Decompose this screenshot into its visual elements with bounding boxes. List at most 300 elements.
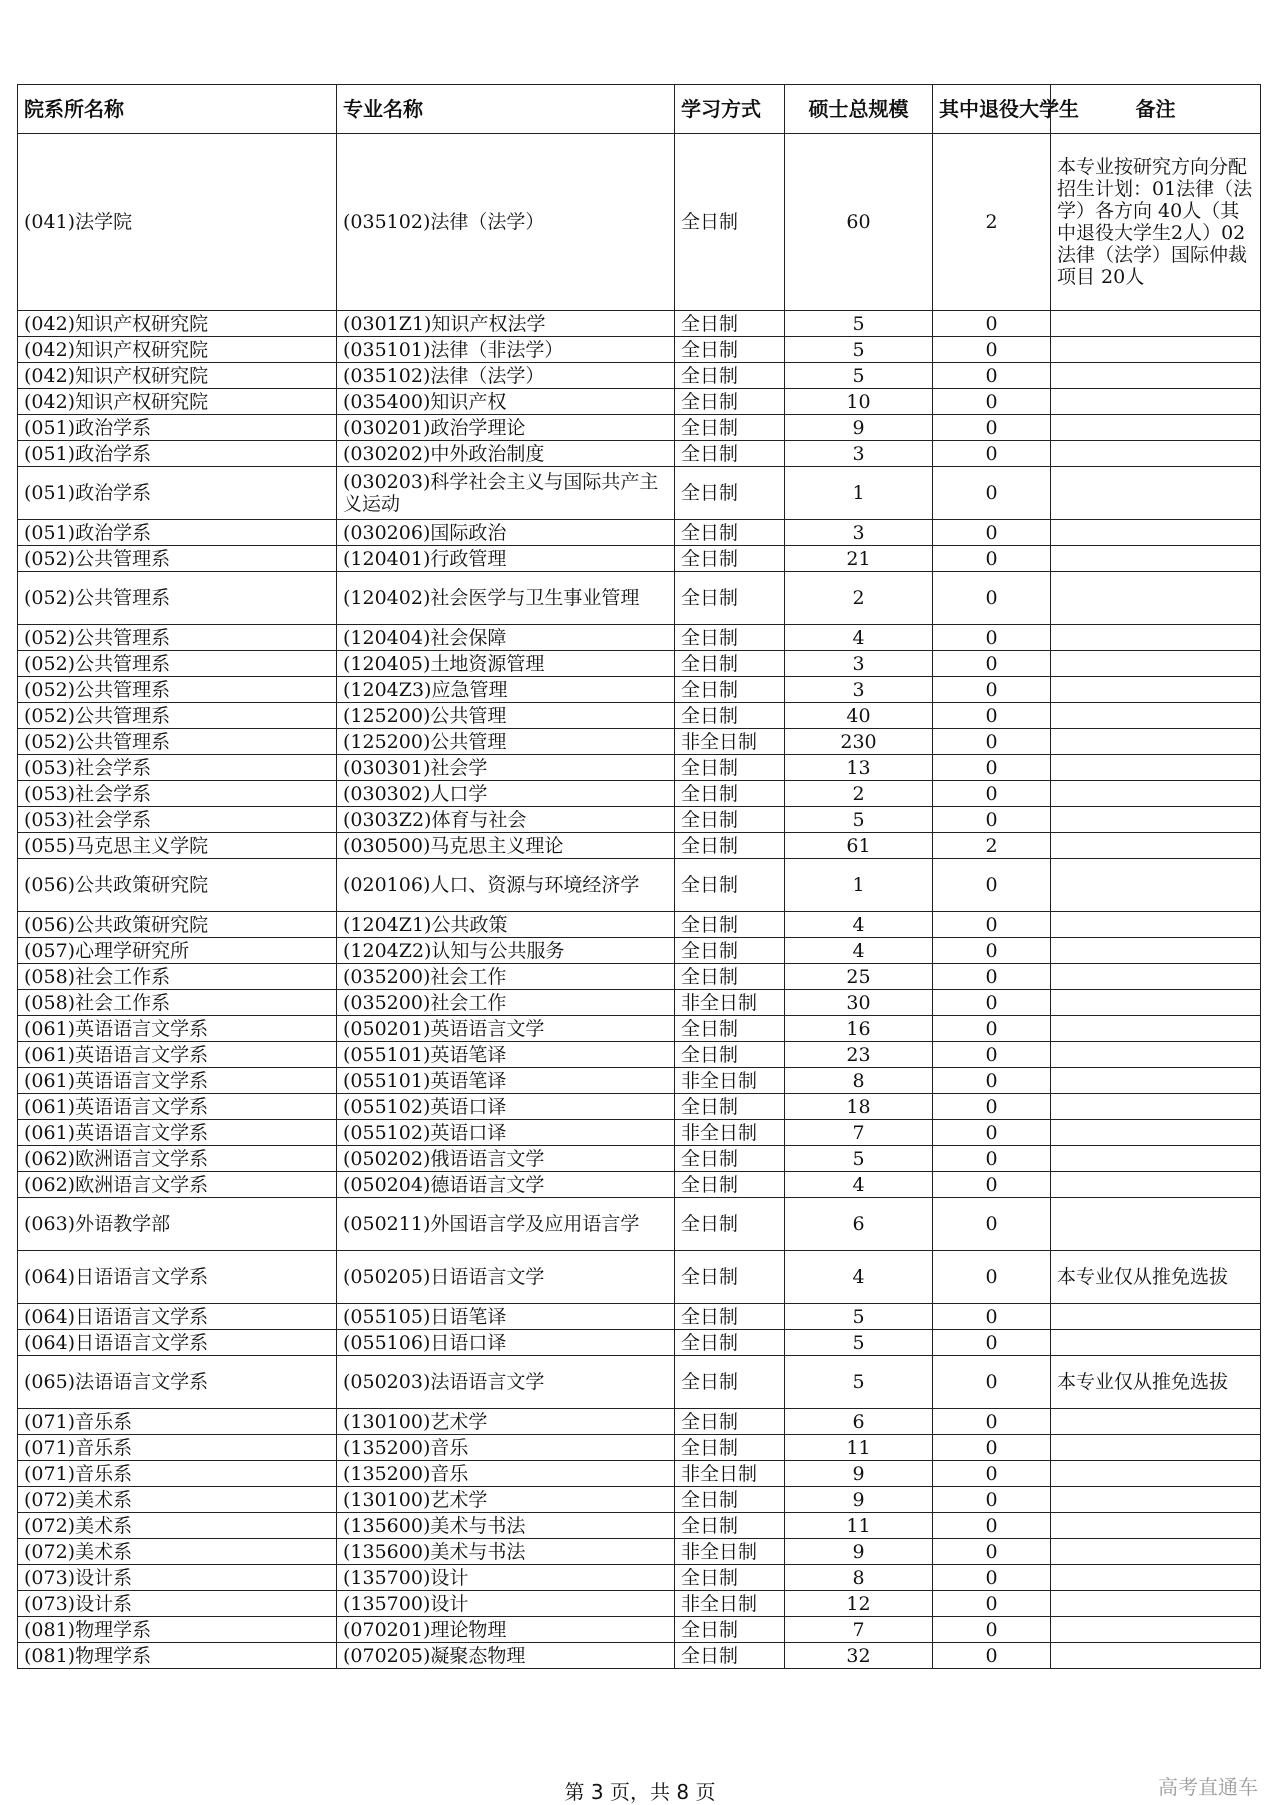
veterans-cell (933, 938, 1051, 964)
total-cell (785, 1198, 933, 1251)
table-row (18, 1120, 1261, 1146)
veterans-cell (933, 1251, 1051, 1304)
total-cell-text: 9 (852, 416, 865, 439)
major-cell (337, 389, 675, 415)
table-row (18, 1068, 1261, 1094)
study-mode-cell (675, 311, 785, 337)
notes-cell (1051, 912, 1261, 938)
study-mode-cell-text: 全日制 (681, 1173, 739, 1196)
veterans-cell-text: 0 (985, 1213, 998, 1235)
veterans-cell (933, 1172, 1051, 1198)
total-cell-text: 5 (852, 1305, 865, 1328)
major-cell-text: (050211)外国语言学及应用语言学 (343, 1213, 640, 1235)
study-mode-cell (675, 1513, 785, 1539)
study-mode-cell-text: 全日制 (681, 1618, 739, 1641)
major-cell-text: (125200)公共管理 (343, 730, 507, 753)
total-cell-text: 11 (846, 1514, 871, 1537)
study-mode-cell (675, 1435, 785, 1461)
department-cell (18, 1461, 337, 1487)
total-cell-text: 4 (852, 1266, 865, 1288)
total-cell-text: 5 (852, 808, 865, 831)
notes-cell (1051, 938, 1261, 964)
major-cell-text: (135700)设计 (343, 1592, 469, 1615)
major-cell (337, 1251, 675, 1304)
major-cell-text: (055106)日语口译 (343, 1331, 507, 1354)
total-cell-text: 18 (846, 1095, 871, 1118)
total-cell (785, 1042, 933, 1068)
study-mode-cell-text: 全日制 (681, 1095, 739, 1118)
major-cell-text: (070205)凝聚态物理 (343, 1644, 526, 1667)
major-cell-text: (035102)法律（法学） (343, 211, 545, 233)
department-cell (18, 572, 337, 625)
department-cell (18, 311, 337, 337)
department-cell (18, 1487, 337, 1513)
study-mode-cell (675, 134, 785, 311)
veterans-cell-text: 0 (985, 1436, 998, 1459)
department-cell-text: (053)社会学系 (24, 756, 152, 779)
total-cell (785, 1643, 933, 1669)
veterans-cell (933, 625, 1051, 651)
study-mode-cell-text: 全日制 (681, 1213, 739, 1235)
notes-cell (1051, 807, 1261, 833)
major-cell (337, 1120, 675, 1146)
veterans-cell (933, 134, 1051, 311)
total-cell-text: 9 (852, 1488, 865, 1511)
department-cell (18, 807, 337, 833)
study-mode-cell (675, 1016, 785, 1042)
veterans-cell-text: 0 (985, 1017, 998, 1040)
study-mode-cell-text: 非全日制 (681, 1540, 758, 1563)
study-mode-cell-text: 全日制 (681, 1514, 739, 1537)
department-cell (18, 363, 337, 389)
table-row (18, 703, 1261, 729)
veterans-cell-text: 0 (985, 939, 998, 962)
notes-cell (1051, 441, 1261, 467)
veterans-cell (933, 651, 1051, 677)
veterans-cell (933, 572, 1051, 625)
veterans-cell-text: 0 (985, 521, 998, 544)
total-cell (785, 677, 933, 703)
major-cell (337, 625, 675, 651)
total-cell (785, 1146, 933, 1172)
total-cell (785, 1461, 933, 1487)
total-cell-text: 6 (852, 1213, 865, 1235)
table-row (18, 363, 1261, 389)
table-row (18, 1251, 1261, 1304)
major-cell-text: (120402)社会医学与卫生事业管理 (343, 587, 640, 609)
table-row (18, 1094, 1261, 1120)
total-cell-text: 6 (852, 1410, 865, 1433)
notes-cell (1051, 625, 1261, 651)
table-row (18, 1356, 1261, 1409)
veterans-cell (933, 859, 1051, 912)
department-cell-text: (061)英语语言文学系 (24, 1095, 209, 1118)
notes-cell (1051, 1016, 1261, 1042)
table-row (18, 1172, 1261, 1198)
total-cell-text: 21 (846, 547, 871, 570)
study-mode-cell-text: 全日制 (681, 547, 739, 570)
veterans-cell-text: 0 (985, 1566, 998, 1589)
total-cell (785, 755, 933, 781)
major-cell (337, 1487, 675, 1513)
department-cell-text: (052)公共管理系 (24, 547, 171, 570)
study-mode-cell (675, 337, 785, 363)
veterans-cell-text: 0 (985, 1095, 998, 1118)
major-cell-text: (050202)俄语语言文学 (343, 1147, 545, 1170)
department-cell-text: (051)政治学系 (24, 521, 152, 544)
study-mode-cell-text: 全日制 (681, 312, 739, 335)
department-cell-text: (072)美术系 (24, 1540, 133, 1563)
total-cell-text: 7 (852, 1121, 865, 1144)
table-row (18, 912, 1261, 938)
footer-prefix: 第 (564, 1780, 591, 1804)
total-cell (785, 990, 933, 1016)
total-cell-text: 10 (846, 390, 871, 413)
veterans-cell (933, 1330, 1051, 1356)
total-cell (785, 781, 933, 807)
study-mode-cell (675, 572, 785, 625)
study-mode-cell (675, 1356, 785, 1409)
table-row (18, 572, 1261, 625)
total-cell (785, 625, 933, 651)
table-row (18, 651, 1261, 677)
department-cell (18, 938, 337, 964)
study-mode-cell (675, 729, 785, 755)
notes-cell (1051, 415, 1261, 441)
veterans-cell-text: 0 (985, 1410, 998, 1433)
major-cell-text: (035102)法律（法学） (343, 364, 545, 387)
table-row (18, 1016, 1261, 1042)
table-row (18, 781, 1261, 807)
study-mode-cell-text: 全日制 (681, 338, 739, 361)
veterans-cell (933, 389, 1051, 415)
department-cell-text: (042)知识产权研究院 (24, 312, 209, 335)
total-cell (785, 1591, 933, 1617)
major-cell (337, 990, 675, 1016)
veterans-cell (933, 1617, 1051, 1643)
footer-suffix: 页 (689, 1780, 716, 1804)
study-mode-cell (675, 1330, 785, 1356)
veterans-cell-text: 0 (985, 1121, 998, 1144)
department-cell (18, 1172, 337, 1198)
major-cell-text: (120401)行政管理 (343, 547, 507, 570)
total-cell (785, 651, 933, 677)
veterans-cell (933, 363, 1051, 389)
header-veterans (933, 85, 1079, 134)
total-cell-text: 3 (852, 678, 865, 701)
notes-cell (1051, 729, 1261, 755)
veterans-cell-text: 0 (985, 312, 998, 335)
total-cell-text: 61 (846, 834, 871, 857)
major-cell (337, 651, 675, 677)
veterans-cell-text: 0 (985, 338, 998, 361)
major-cell-text: (1204Z3)应急管理 (343, 678, 508, 701)
header-notes: 备注 (1051, 85, 1261, 134)
total-cell (785, 1094, 933, 1120)
total-cell-text: 4 (852, 626, 865, 649)
department-cell (18, 625, 337, 651)
study-mode-cell (675, 389, 785, 415)
major-cell-text: (0301Z1)知识产权法学 (343, 312, 546, 335)
study-mode-cell (675, 625, 785, 651)
notes-cell (1051, 337, 1261, 363)
total-cell (785, 964, 933, 990)
total-cell (785, 807, 933, 833)
veterans-cell-text: 0 (985, 652, 998, 675)
table-row (18, 546, 1261, 572)
notes-cell (1051, 677, 1261, 703)
notes-cell (1051, 833, 1261, 859)
department-cell-text: (052)公共管理系 (24, 587, 171, 609)
department-cell-text: (073)设计系 (24, 1592, 133, 1615)
table-row (18, 625, 1261, 651)
department-cell (18, 1146, 337, 1172)
department-cell-text: (071)音乐系 (24, 1436, 133, 1459)
department-cell (18, 781, 337, 807)
study-mode-cell (675, 1120, 785, 1146)
department-cell-text: (051)政治学系 (24, 442, 152, 465)
total-cell-text: 4 (852, 939, 865, 962)
major-cell (337, 859, 675, 912)
veterans-cell-text: 0 (985, 678, 998, 701)
study-mode-cell-text: 全日制 (681, 678, 739, 701)
veterans-cell (933, 703, 1051, 729)
notes-cell (1051, 964, 1261, 990)
department-cell (18, 1591, 337, 1617)
major-cell-text: (0303Z2)体育与社会 (343, 808, 527, 831)
study-mode-cell-text: 非全日制 (681, 1121, 758, 1144)
total-cell-text: 1 (852, 874, 865, 896)
total-cell (785, 703, 933, 729)
study-mode-cell-text: 全日制 (681, 211, 739, 233)
major-cell-text: (135200)音乐 (343, 1462, 469, 1485)
major-cell (337, 912, 675, 938)
department-cell-text: (061)英语语言文学系 (24, 1017, 209, 1040)
table-row (18, 1304, 1261, 1330)
veterans-cell-text: 0 (985, 1592, 998, 1615)
veterans-cell-text: 0 (985, 704, 998, 727)
total-cell (785, 546, 933, 572)
total-cell-text: 30 (846, 991, 871, 1014)
study-mode-cell (675, 1304, 785, 1330)
table-row (18, 134, 1261, 311)
veterans-cell (933, 677, 1051, 703)
page-footer (0, 1776, 1280, 1805)
department-cell (18, 755, 337, 781)
study-mode-cell-text: 非全日制 (681, 1069, 758, 1092)
study-mode-cell-text: 全日制 (681, 965, 739, 988)
veterans-cell (933, 781, 1051, 807)
veterans-cell-text: 0 (985, 1266, 998, 1288)
major-cell (337, 781, 675, 807)
department-cell (18, 337, 337, 363)
total-cell-text: 2 (852, 782, 865, 805)
veterans-cell (933, 1435, 1051, 1461)
total-cell (785, 912, 933, 938)
veterans-cell-text: 0 (985, 1147, 998, 1170)
department-cell-text: (063)外语教学部 (24, 1213, 171, 1235)
table-row (18, 1565, 1261, 1591)
veterans-cell-text: 0 (985, 1462, 998, 1485)
total-cell-text: 40 (846, 704, 871, 727)
major-cell (337, 833, 675, 859)
total-cell-text: 16 (846, 1017, 871, 1040)
total-cell (785, 1409, 933, 1435)
total-cell-text: 3 (852, 521, 865, 544)
notes-cell-text: 本专业仅从推免选拔 (1057, 1371, 1229, 1393)
notes-cell (1051, 1461, 1261, 1487)
department-cell (18, 1304, 337, 1330)
veterans-cell-text: 0 (985, 965, 998, 988)
major-cell (337, 1068, 675, 1094)
table-row (18, 1539, 1261, 1565)
table-row (18, 441, 1261, 467)
major-cell-text: (135200)音乐 (343, 1436, 469, 1459)
notes-cell (1051, 134, 1261, 311)
total-cell-text: 4 (852, 1173, 865, 1196)
header-total: 硕士总规模 (785, 85, 933, 134)
veterans-cell (933, 1304, 1051, 1330)
study-mode-cell-text: 全日制 (681, 874, 739, 896)
department-cell (18, 1330, 337, 1356)
study-mode-cell (675, 1409, 785, 1435)
total-cell-text: 9 (852, 1540, 865, 1563)
total-cell-text: 5 (852, 364, 865, 387)
study-mode-cell-text: 全日制 (681, 939, 739, 962)
major-cell (337, 134, 675, 311)
study-mode-cell-text: 全日制 (681, 416, 739, 439)
table-row (18, 311, 1261, 337)
veterans-cell-text: 0 (985, 991, 998, 1014)
department-cell (18, 1094, 337, 1120)
notes-cell (1051, 990, 1261, 1016)
department-cell-text: (057)心理学研究所 (24, 939, 190, 962)
total-cell (785, 1304, 933, 1330)
study-mode-cell (675, 1068, 785, 1094)
footer-total-pages: 8 (676, 1780, 690, 1804)
total-cell (785, 572, 933, 625)
total-cell-text: 7 (852, 1618, 865, 1641)
department-cell-text: (064)日语语言文学系 (24, 1305, 209, 1328)
veterans-cell (933, 311, 1051, 337)
veterans-cell-text: 0 (985, 913, 998, 936)
department-cell-text: (058)社会工作系 (24, 991, 171, 1014)
department-cell (18, 1643, 337, 1669)
table-row (18, 1146, 1261, 1172)
table-row (18, 938, 1261, 964)
total-cell (785, 859, 933, 912)
study-mode-cell (675, 651, 785, 677)
study-mode-cell-text: 全日制 (681, 756, 739, 779)
total-cell (785, 134, 933, 311)
veterans-cell (933, 415, 1051, 441)
department-cell (18, 990, 337, 1016)
notes-cell (1051, 389, 1261, 415)
total-cell-text: 5 (852, 1331, 865, 1354)
veterans-cell-text: 0 (985, 1043, 998, 1066)
table-row (18, 729, 1261, 755)
department-cell-text: (052)公共管理系 (24, 730, 171, 753)
enrollment-table (17, 84, 1261, 1669)
department-cell-text: (052)公共管理系 (24, 626, 171, 649)
study-mode-cell-text: 全日制 (681, 1436, 739, 1459)
major-cell (337, 1513, 675, 1539)
study-mode-cell-text: 非全日制 (681, 991, 758, 1014)
study-mode-cell (675, 1146, 785, 1172)
study-mode-cell-text: 全日制 (681, 364, 739, 387)
total-cell (785, 363, 933, 389)
total-cell (785, 337, 933, 363)
department-cell-text: (061)英语语言文学系 (24, 1121, 209, 1144)
total-cell (785, 1356, 933, 1409)
department-cell (18, 1068, 337, 1094)
study-mode-cell-text: 全日制 (681, 482, 739, 504)
major-cell-text: (050203)法语语言文学 (343, 1371, 545, 1393)
study-mode-cell-text: 全日制 (681, 1644, 739, 1667)
major-cell-text: (030301)社会学 (343, 756, 488, 779)
major-cell-text: (135600)美术与书法 (343, 1540, 526, 1563)
major-cell (337, 1172, 675, 1198)
total-cell (785, 389, 933, 415)
major-cell (337, 1435, 675, 1461)
department-cell (18, 1435, 337, 1461)
major-cell-text: (055102)英语口译 (343, 1095, 507, 1118)
study-mode-cell-text: 非全日制 (681, 730, 758, 753)
total-cell-text: 5 (852, 312, 865, 335)
footer-page-number: 3 (590, 1780, 604, 1804)
notes-cell (1051, 1591, 1261, 1617)
total-cell (785, 938, 933, 964)
major-cell (337, 415, 675, 441)
notes-cell (1051, 1251, 1261, 1304)
major-cell-text: (130100)艺术学 (343, 1488, 488, 1511)
study-mode-cell-text: 全日制 (681, 390, 739, 413)
notes-cell (1051, 1617, 1261, 1643)
notes-cell (1051, 1643, 1261, 1669)
table-row (18, 990, 1261, 1016)
department-cell (18, 964, 337, 990)
major-cell (337, 1330, 675, 1356)
veterans-cell-text: 0 (985, 1644, 998, 1667)
major-cell (337, 807, 675, 833)
study-mode-cell (675, 1617, 785, 1643)
table-row (18, 1330, 1261, 1356)
header-major: 专业名称 (337, 85, 675, 134)
study-mode-cell (675, 859, 785, 912)
study-mode-cell (675, 415, 785, 441)
table-row (18, 677, 1261, 703)
department-cell (18, 1120, 337, 1146)
major-cell (337, 441, 675, 467)
table-row (18, 415, 1261, 441)
total-cell-text: 3 (852, 442, 865, 465)
major-cell-text: (035200)社会工作 (343, 991, 507, 1014)
total-cell-text: 1 (852, 482, 865, 504)
notes-cell (1051, 1487, 1261, 1513)
table-row (18, 1461, 1261, 1487)
total-cell-text: 11 (846, 1436, 871, 1459)
notes-cell (1051, 572, 1261, 625)
study-mode-cell (675, 520, 785, 546)
major-cell (337, 363, 675, 389)
major-cell-text: (035400)知识产权 (343, 390, 507, 413)
study-mode-cell-text: 全日制 (681, 442, 739, 465)
veterans-cell (933, 807, 1051, 833)
veterans-cell (933, 546, 1051, 572)
notes-cell (1051, 755, 1261, 781)
veterans-cell-text: 0 (985, 1305, 998, 1328)
study-mode-cell-text: 全日制 (681, 1410, 739, 1433)
